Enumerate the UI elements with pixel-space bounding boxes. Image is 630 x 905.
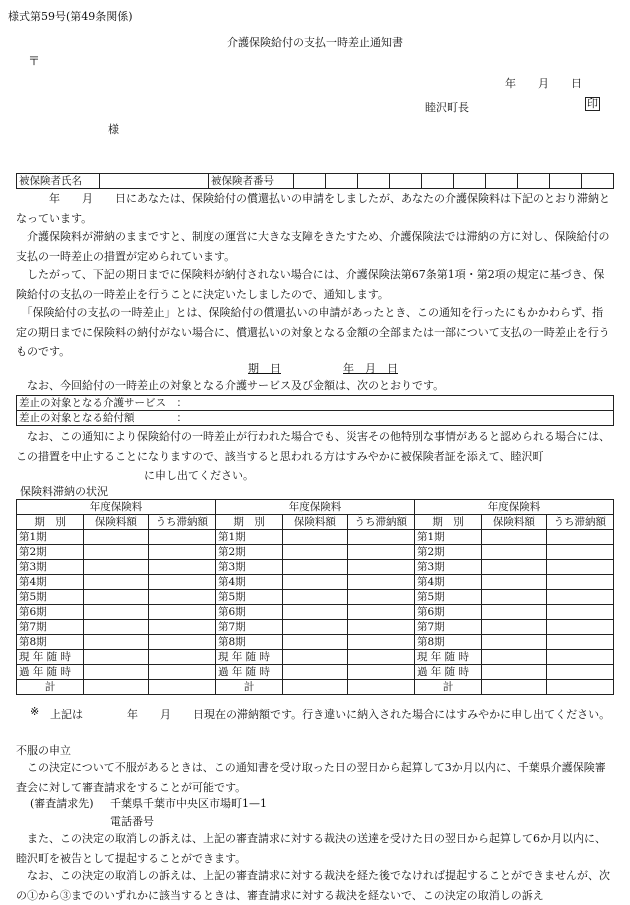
table-row [17, 530, 614, 545]
period-cell: 第6期 [414, 605, 481, 620]
premium-amount-cell[interactable] [84, 545, 148, 560]
request-label: (審査請求先) [30, 797, 94, 810]
period-cell: 第2期 [215, 545, 282, 560]
premium-amount-cell[interactable] [283, 620, 347, 635]
premium-amount-cell[interactable] [283, 590, 347, 605]
premium-amount-cell[interactable] [482, 635, 546, 650]
arrears-amount-cell[interactable] [148, 560, 215, 575]
table-row [17, 605, 614, 620]
period-cell: 過 年 随 時 [215, 665, 282, 680]
arrears-amount-cell[interactable] [347, 635, 414, 650]
body-paragraph-6 [16, 427, 614, 486]
arrears-amount-cell[interactable] [546, 605, 613, 620]
deadline-label: 期 日 [248, 362, 281, 375]
document-title: 介護保険給付の支払一時差止通知書 [227, 36, 403, 49]
premium-amount-cell[interactable] [84, 635, 148, 650]
premium-amount-cell[interactable] [482, 590, 546, 605]
fiscal-year-header: 年度保険料 [215, 500, 414, 515]
arrears-amount-cell[interactable] [148, 545, 215, 560]
period-column-header: 期 別 [215, 515, 282, 530]
table-row [17, 650, 614, 665]
premium-amount-cell[interactable] [283, 665, 347, 680]
period-cell: 第3期 [215, 560, 282, 575]
period-cell: 第4期 [17, 575, 84, 590]
table-row [17, 560, 614, 575]
issuer: 睦沢町長 [425, 101, 469, 114]
arrears-amount-cell[interactable] [546, 680, 613, 695]
table-row [17, 680, 614, 695]
note-text: 上記は 年 月 日現在の滞納額です。行き違いに納入された場合にはすみやかに申し出てください。 [50, 708, 611, 721]
seal-icon [585, 97, 600, 111]
period-cell: 第1期 [414, 530, 481, 545]
period-cell: 過 年 随 時 [414, 665, 481, 680]
premium-amount-cell[interactable] [482, 545, 546, 560]
premium-column-header: 保険料額 [283, 515, 347, 530]
premium-amount-cell[interactable] [482, 560, 546, 575]
arrears-amount-cell[interactable] [347, 575, 414, 590]
insured-number-digit[interactable] [518, 174, 550, 189]
premium-amount-cell[interactable] [84, 680, 148, 695]
arrears-amount-cell[interactable] [347, 620, 414, 635]
premium-amount-cell[interactable] [482, 665, 546, 680]
date-header: 年 月 日 [505, 77, 582, 90]
arrears-amount-cell[interactable] [347, 650, 414, 665]
addressee-suffix: 様 [108, 123, 119, 136]
period-cell: 第8期 [414, 635, 481, 650]
objection-paragraph-2: また、この決定の取消しの訴えは、上記の審査請求に対する裁決の送達を受けた日の翌日から起算して6か月以内に、睦沢町を被告として提起することができます。 [16, 832, 606, 865]
body-paragraph-5: なお、今回給付の一時差止の対象となる介護サービス及び金額は、次のとおりです。 [16, 379, 445, 392]
period-cell: 現 年 随 時 [215, 650, 282, 665]
arrears-amount-cell[interactable] [148, 665, 215, 680]
period-cell: 第8期 [17, 635, 84, 650]
arrears-column-header: うち滞納額 [148, 515, 215, 530]
arrears-amount-cell[interactable] [546, 575, 613, 590]
fiscal-year-header: 年度保険料 [414, 500, 613, 515]
insured-number-digit[interactable] [582, 174, 614, 189]
table-row [17, 635, 614, 650]
arrears-column-header: うち滞納額 [347, 515, 414, 530]
period-cell: 第4期 [414, 575, 481, 590]
insured-name-label: 被保険者氏名 [17, 174, 100, 189]
period-cell: 第7期 [414, 620, 481, 635]
arrears-amount-cell[interactable] [148, 680, 215, 695]
period-cell: 第1期 [215, 530, 282, 545]
body-paragraph-1: 年 月 日にあなたは、保険給付の償還払いの申請をしましたが、あなたの介護保険料は下記のとおり滞納となっています。 [16, 192, 610, 225]
premium-amount-cell[interactable] [84, 575, 148, 590]
arrears-amount-cell[interactable] [546, 620, 613, 635]
arrears-amount-cell[interactable] [546, 665, 613, 680]
arrears-amount-cell[interactable] [546, 530, 613, 545]
premium-amount-cell[interactable] [84, 605, 148, 620]
table-row [17, 590, 614, 605]
period-cell: 第7期 [17, 620, 84, 635]
premium-amount-cell[interactable] [283, 680, 347, 695]
premium-amount-cell[interactable] [283, 560, 347, 575]
insured-number-digit[interactable] [454, 174, 486, 189]
amount-label: 差止の対象となる給付額 ： [17, 411, 614, 426]
premium-column-header: 保険料額 [482, 515, 546, 530]
premium-amount-cell[interactable] [283, 545, 347, 560]
arrears-amount-cell[interactable] [148, 530, 215, 545]
arrears-amount-cell[interactable] [148, 605, 215, 620]
premium-amount-cell[interactable] [482, 620, 546, 635]
arrears-amount-cell[interactable] [546, 650, 613, 665]
period-cell: 第6期 [215, 605, 282, 620]
period-cell: 第5期 [414, 590, 481, 605]
table-row [17, 665, 614, 680]
premium-amount-cell[interactable] [283, 635, 347, 650]
period-cell: 第3期 [17, 560, 84, 575]
table-row [17, 620, 614, 635]
period-cell: 第1期 [17, 530, 84, 545]
period-cell: 第4期 [215, 575, 282, 590]
insured-number-digit[interactable] [358, 174, 390, 189]
premium-amount-cell[interactable] [283, 575, 347, 590]
period-cell: 第5期 [17, 590, 84, 605]
suspension-target-table [16, 395, 614, 426]
period-column-header: 期 別 [414, 515, 481, 530]
arrears-table [16, 499, 614, 695]
arrears-amount-cell[interactable] [148, 650, 215, 665]
insured-number-digit[interactable] [486, 174, 518, 189]
premium-amount-cell[interactable] [482, 605, 546, 620]
period-cell: 計 [215, 680, 282, 695]
body-paragraph-4: 「保険給付の支払の一時差止」とは、保険給付の償還払いの申請があったとき、この通知を行ったにもかかわらず、指定の期日までに保険料の納付がない場合に、償還払いの対象となる金額の全部または一部について支払の一時差止を行うものです。 [16, 306, 610, 358]
arrears-amount-cell[interactable] [347, 590, 414, 605]
arrears-amount-cell[interactable] [546, 560, 613, 575]
insured-number-label: 被保険者番号 [209, 174, 294, 189]
premium-amount-cell[interactable] [482, 680, 546, 695]
arrears-amount-cell[interactable] [546, 590, 613, 605]
period-cell: 第7期 [215, 620, 282, 635]
premium-amount-cell[interactable] [84, 620, 148, 635]
table-row [17, 575, 614, 590]
insured-name-field[interactable] [100, 174, 209, 189]
arrears-amount-cell[interactable] [347, 560, 414, 575]
note-mark: ※ [30, 705, 40, 718]
premium-amount-cell[interactable] [84, 665, 148, 680]
body-paragraph-6-text: なお、この通知により保険給付の一時差止が行われた場合でも、災害その他特別な事情があると認められる場合には、この措置を中止することになりますので、該当すると思われる方はすみやかに被保険者証を添えて、睦沢町 [16, 430, 610, 463]
premium-amount-cell[interactable] [84, 530, 148, 545]
premium-amount-cell[interactable] [283, 650, 347, 665]
arrears-amount-cell[interactable] [546, 635, 613, 650]
period-cell: 計 [414, 680, 481, 695]
arrears-amount-cell[interactable] [546, 545, 613, 560]
arrears-column-header: うち滞納額 [546, 515, 613, 530]
insured-number-digit[interactable] [390, 174, 422, 189]
insured-number-digit[interactable] [326, 174, 358, 189]
insured-number-digit[interactable] [422, 174, 454, 189]
insured-info-table [16, 173, 614, 189]
postal-mark: 〒 [28, 54, 41, 68]
deadline-value: 年 月 日 [343, 362, 398, 375]
objection-title: 不服の申立 [16, 744, 71, 757]
table-row [17, 545, 614, 560]
premium-amount-cell[interactable] [84, 560, 148, 575]
premium-amount-cell[interactable] [482, 650, 546, 665]
premium-amount-cell[interactable] [84, 590, 148, 605]
arrears-amount-cell[interactable] [148, 635, 215, 650]
period-cell: 第3期 [414, 560, 481, 575]
fiscal-year-header: 年度保険料 [17, 500, 216, 515]
request-address: 千葉県千葉市中央区市場町1—1 [110, 797, 267, 810]
period-cell: 過 年 随 時 [17, 665, 84, 680]
form-number: 様式第59号(第49条関係) [8, 10, 133, 23]
premium-amount-cell[interactable] [84, 650, 148, 665]
arrears-amount-cell[interactable] [347, 605, 414, 620]
arrears-amount-cell[interactable] [347, 680, 414, 695]
seal-label: 印 [587, 97, 598, 110]
objection-paragraph-3: なお、この決定の取消しの訴えは、上記の審査請求に対する裁決を経た後でなければ提起することができませんが、次の①から③までのいずれかに該当するときは、審査請求に対する裁決を経ないで、この決定の取消しの訴え [16, 869, 610, 902]
period-cell: 第2期 [17, 545, 84, 560]
arrears-amount-cell[interactable] [347, 530, 414, 545]
insured-number-digit[interactable] [550, 174, 582, 189]
premium-column-header: 保険料額 [84, 515, 148, 530]
arrears-amount-cell[interactable] [148, 620, 215, 635]
service-label: 差止の対象となる介護サービス ： [17, 396, 614, 411]
period-cell: 現 年 随 時 [414, 650, 481, 665]
objection-paragraph-1: この決定について不服があるときは、この通知書を受け取った日の翌日から起算して3か月以内に、千葉県介護保険審査会に対して審査請求をすることが可能です。 [16, 761, 606, 794]
premium-amount-cell[interactable] [283, 530, 347, 545]
arrears-amount-cell[interactable] [148, 590, 215, 605]
premium-amount-cell[interactable] [482, 575, 546, 590]
period-cell: 現 年 随 時 [17, 650, 84, 665]
arrears-title: 保険料滞納の状況 [20, 485, 108, 498]
arrears-amount-cell[interactable] [347, 545, 414, 560]
premium-amount-cell[interactable] [283, 605, 347, 620]
insured-number-digit[interactable] [294, 174, 326, 189]
period-cell: 第2期 [414, 545, 481, 560]
period-column-header: 期 別 [17, 515, 84, 530]
body-paragraph-3: したがって、下記の期日までに保険料が納付されない場合には、介護保険法第67条第1項・第2項の規定に基づき、保険給付の支払の一時差止を行うことに決定いたしましたので、通知します。 [16, 268, 605, 301]
arrears-amount-cell[interactable] [148, 575, 215, 590]
body-paragraph-2: 介護保険料が滞納のままですと、制度の運営に大きな支障をきたすため、介護保険法では滞納の方に対し、保険給付の支払の一時差止の措置が定められています。 [16, 230, 610, 263]
period-cell: 第6期 [17, 605, 84, 620]
period-cell: 第5期 [215, 590, 282, 605]
period-cell: 第8期 [215, 635, 282, 650]
period-cell: 計 [17, 680, 84, 695]
premium-amount-cell[interactable] [482, 530, 546, 545]
arrears-amount-cell[interactable] [347, 665, 414, 680]
request-phone: 電話番号 [110, 815, 154, 828]
body-paragraph-6-end: に申し出てください。 [144, 469, 254, 482]
